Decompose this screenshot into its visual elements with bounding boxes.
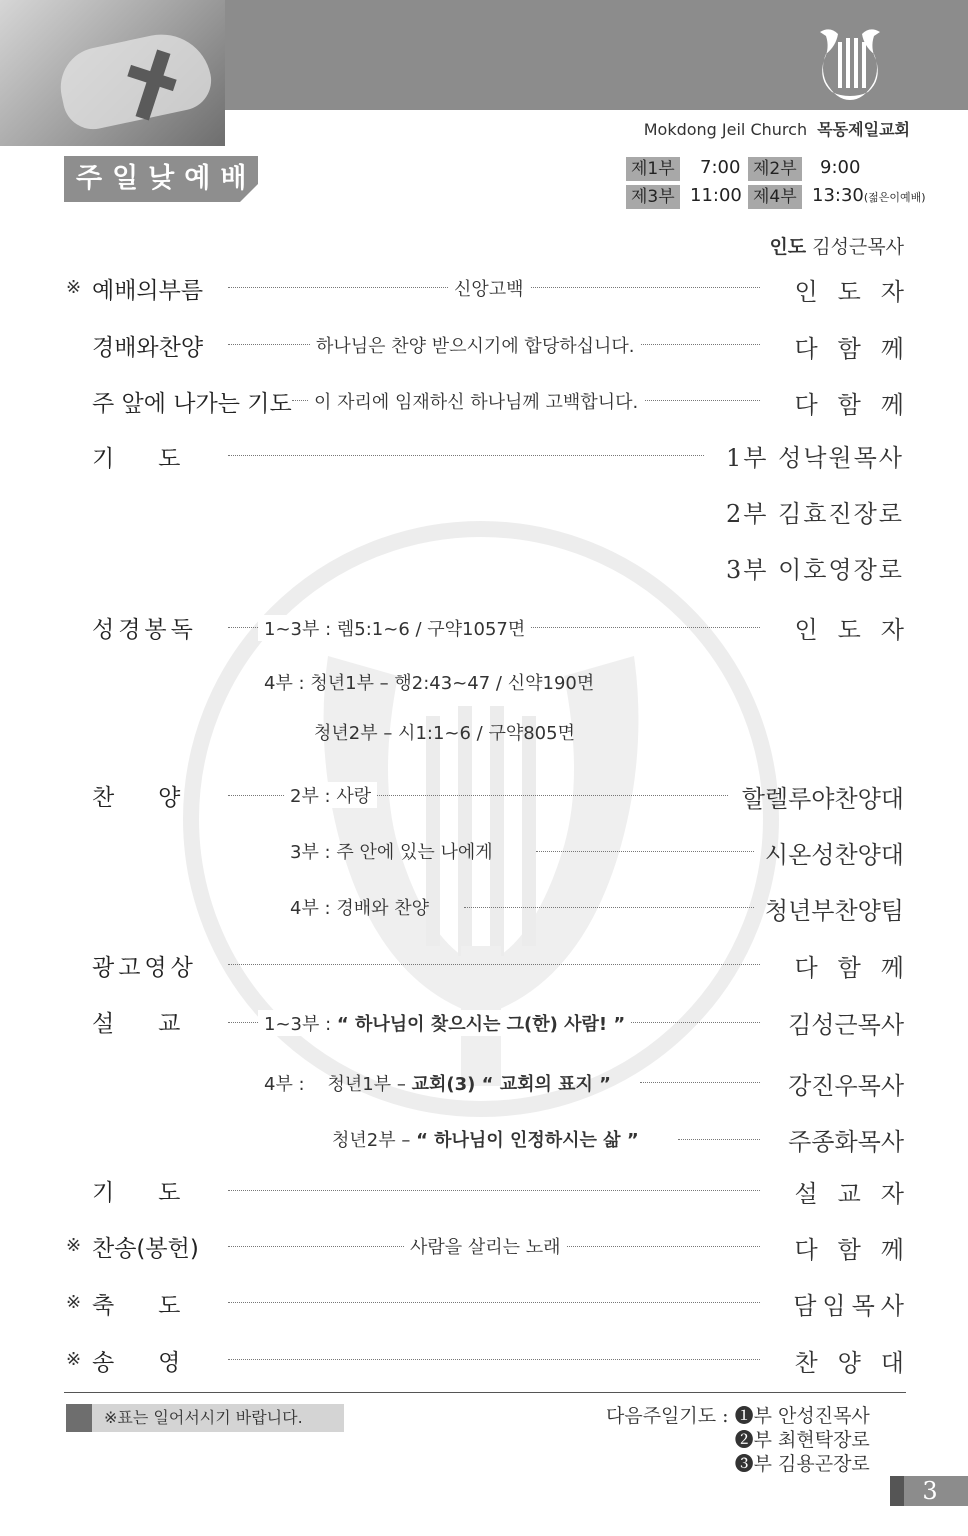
footer-divider bbox=[64, 1392, 906, 1393]
scripture-line-1: 1~3부 : 렘5:1~6 / 구약1057면 bbox=[258, 615, 531, 641]
standing-mark: ※ bbox=[66, 1292, 82, 1313]
leader-dots bbox=[228, 1190, 760, 1191]
next-prayer-3: ❸부 김용곤장로 bbox=[734, 1453, 870, 1475]
praise-label: 경배와찬양 bbox=[92, 335, 204, 361]
leader-dots bbox=[228, 1359, 760, 1360]
sermon-item-3 bbox=[332, 1126, 639, 1152]
choir-by-2: 시온성찬양대 bbox=[764, 841, 904, 869]
leader-dots bbox=[464, 907, 754, 908]
next-prayer-1: ❶부 안성진목사 bbox=[734, 1405, 870, 1427]
schedule-badge-4: 제4부 bbox=[748, 185, 802, 209]
prayer2-right: 설교자 bbox=[794, 1180, 924, 1208]
sermon-by-1: 김성근목사 bbox=[788, 1011, 904, 1039]
leader-dots bbox=[640, 1082, 760, 1083]
offering-label: 찬송(봉헌) bbox=[92, 1236, 199, 1262]
standing-mark: ※ bbox=[66, 277, 82, 298]
leader-name: 김성근목사 bbox=[812, 236, 904, 258]
page-number-text: 3 bbox=[922, 1477, 938, 1505]
choir-item-2: 3부 : 주 안에 있는 나에게 bbox=[290, 842, 493, 863]
leader-dots bbox=[678, 1139, 760, 1140]
leader-line bbox=[769, 232, 904, 259]
sermon-item-2-title: 교회(3) “ 교회의 표지 ” bbox=[411, 1074, 611, 1095]
scripture-line-2: 4부 : 청년1부 – 행2:43~47 / 신약190면 bbox=[264, 673, 595, 694]
schedule-badge-3: 제3부 bbox=[626, 185, 680, 209]
call-center: 신앙고백 bbox=[448, 275, 530, 301]
sermon-by-2: 강진우목사 bbox=[788, 1072, 904, 1100]
prayer-leader-2: 2부 김효진장로 bbox=[725, 500, 904, 528]
next-prayer-2: ❷부 최현탁장로 bbox=[734, 1429, 870, 1451]
next-prayer-label: 다음주일기도 : bbox=[606, 1405, 729, 1427]
sermon-item-1 bbox=[258, 1010, 631, 1036]
sermon-item-3-prefix: 청년2부 – bbox=[332, 1130, 417, 1151]
leader-label: 인도 bbox=[769, 236, 807, 258]
church-name bbox=[644, 117, 910, 140]
standing-mark: ※ bbox=[66, 1349, 82, 1370]
doxology-label: 송 영 bbox=[92, 1350, 181, 1376]
schedule-time-1: 7:00 bbox=[700, 157, 741, 178]
sermon-by-3: 주종화목사 bbox=[788, 1128, 904, 1156]
sermon-item-1-prefix: 1~3부 : bbox=[264, 1014, 337, 1035]
prayer-leader-1: 1부 성낙원목사 bbox=[725, 444, 904, 472]
standing-mark: ※ bbox=[66, 1235, 82, 1256]
sermon-item-1-title: “ 하나님이 찾으시는 그(한) 사람! ” bbox=[336, 1014, 626, 1035]
schedule-time-4-note: (젊은이예배) bbox=[863, 191, 926, 204]
leader-dots bbox=[228, 1302, 760, 1303]
leader-dots bbox=[228, 964, 760, 965]
sermon-item-2-prefix: 4부 : 청년1부 – bbox=[264, 1074, 412, 1095]
choir-label: 찬 양 bbox=[92, 785, 181, 811]
schedule-time-2: 9:00 bbox=[820, 157, 861, 178]
offering-center: 사람을 살리는 노래 bbox=[404, 1233, 567, 1259]
praying-hands-photo bbox=[0, 0, 225, 146]
next-week-prayer bbox=[606, 1404, 870, 1476]
offering-right: 다함께 bbox=[794, 1236, 924, 1264]
call-label: 예배의부름 bbox=[92, 278, 204, 304]
next-prayer-line-1 bbox=[606, 1404, 870, 1428]
service-title-text: 주일낮예배 bbox=[76, 163, 257, 194]
sermon-label: 설 교 bbox=[92, 1011, 181, 1037]
praise-right: 다함께 bbox=[794, 335, 924, 363]
choir-item-1: 2부 : 사랑 bbox=[284, 782, 377, 808]
blessing-right: 담임목사 bbox=[793, 1292, 910, 1320]
sermon-item-3-title: “ 하나님이 인정하시는 삶 ” bbox=[416, 1130, 639, 1151]
lyre-logo-icon bbox=[812, 24, 888, 104]
schedule-time-4 bbox=[812, 185, 926, 206]
choir-item-3: 4부 : 경배와 찬양 bbox=[290, 898, 430, 919]
church-name-ko: 목동제일교회 bbox=[817, 120, 910, 139]
schedule-badge-1: 제1부 bbox=[626, 157, 680, 181]
schedule-badge-2: 제2부 bbox=[748, 157, 802, 181]
prayer2-label: 기 도 bbox=[92, 1180, 181, 1206]
confess-label: 주 앞에 나가는 기도 bbox=[92, 391, 292, 417]
leader-dots bbox=[536, 851, 754, 852]
video-right: 다함께 bbox=[794, 954, 924, 982]
sermon-item-2 bbox=[264, 1070, 611, 1096]
praise-center: 하나님은 찬양 받으시기에 합당하십니다. bbox=[310, 332, 640, 358]
choir-by-3: 청년부찬양팀 bbox=[764, 897, 904, 925]
service-title bbox=[64, 156, 258, 202]
choir-by-1: 할렐루야찬양대 bbox=[741, 785, 904, 813]
confess-center: 이 자리에 임재하신 하나님께 고백합니다. bbox=[308, 388, 644, 414]
page-number bbox=[890, 1476, 968, 1506]
schedule-time-4-value: 13:30 bbox=[812, 185, 864, 206]
standing-notice-text: ※표는 일어서시기 바랍니다. bbox=[104, 1408, 303, 1427]
schedule-time-3: 11:00 bbox=[690, 185, 742, 206]
standing-notice bbox=[66, 1404, 344, 1432]
scripture-line-3: 청년2부 – 시1:1~6 / 구약805면 bbox=[314, 723, 575, 744]
confess-right: 다함께 bbox=[794, 391, 924, 419]
prayer-label: 기 도 bbox=[92, 446, 181, 472]
leader-dots bbox=[228, 455, 704, 456]
scripture-right: 인도자 bbox=[794, 616, 924, 644]
call-right: 인도자 bbox=[794, 278, 924, 306]
doxology-right: 찬양대 bbox=[794, 1349, 924, 1377]
church-name-en: Mokdong Jeil Church bbox=[643, 120, 808, 139]
prayer-leader-3: 3부 이호영장로 bbox=[725, 556, 904, 584]
blessing-label: 축 도 bbox=[92, 1293, 181, 1319]
scripture-label: 성경봉독 bbox=[92, 617, 197, 643]
video-label: 광고영상 bbox=[92, 955, 197, 981]
